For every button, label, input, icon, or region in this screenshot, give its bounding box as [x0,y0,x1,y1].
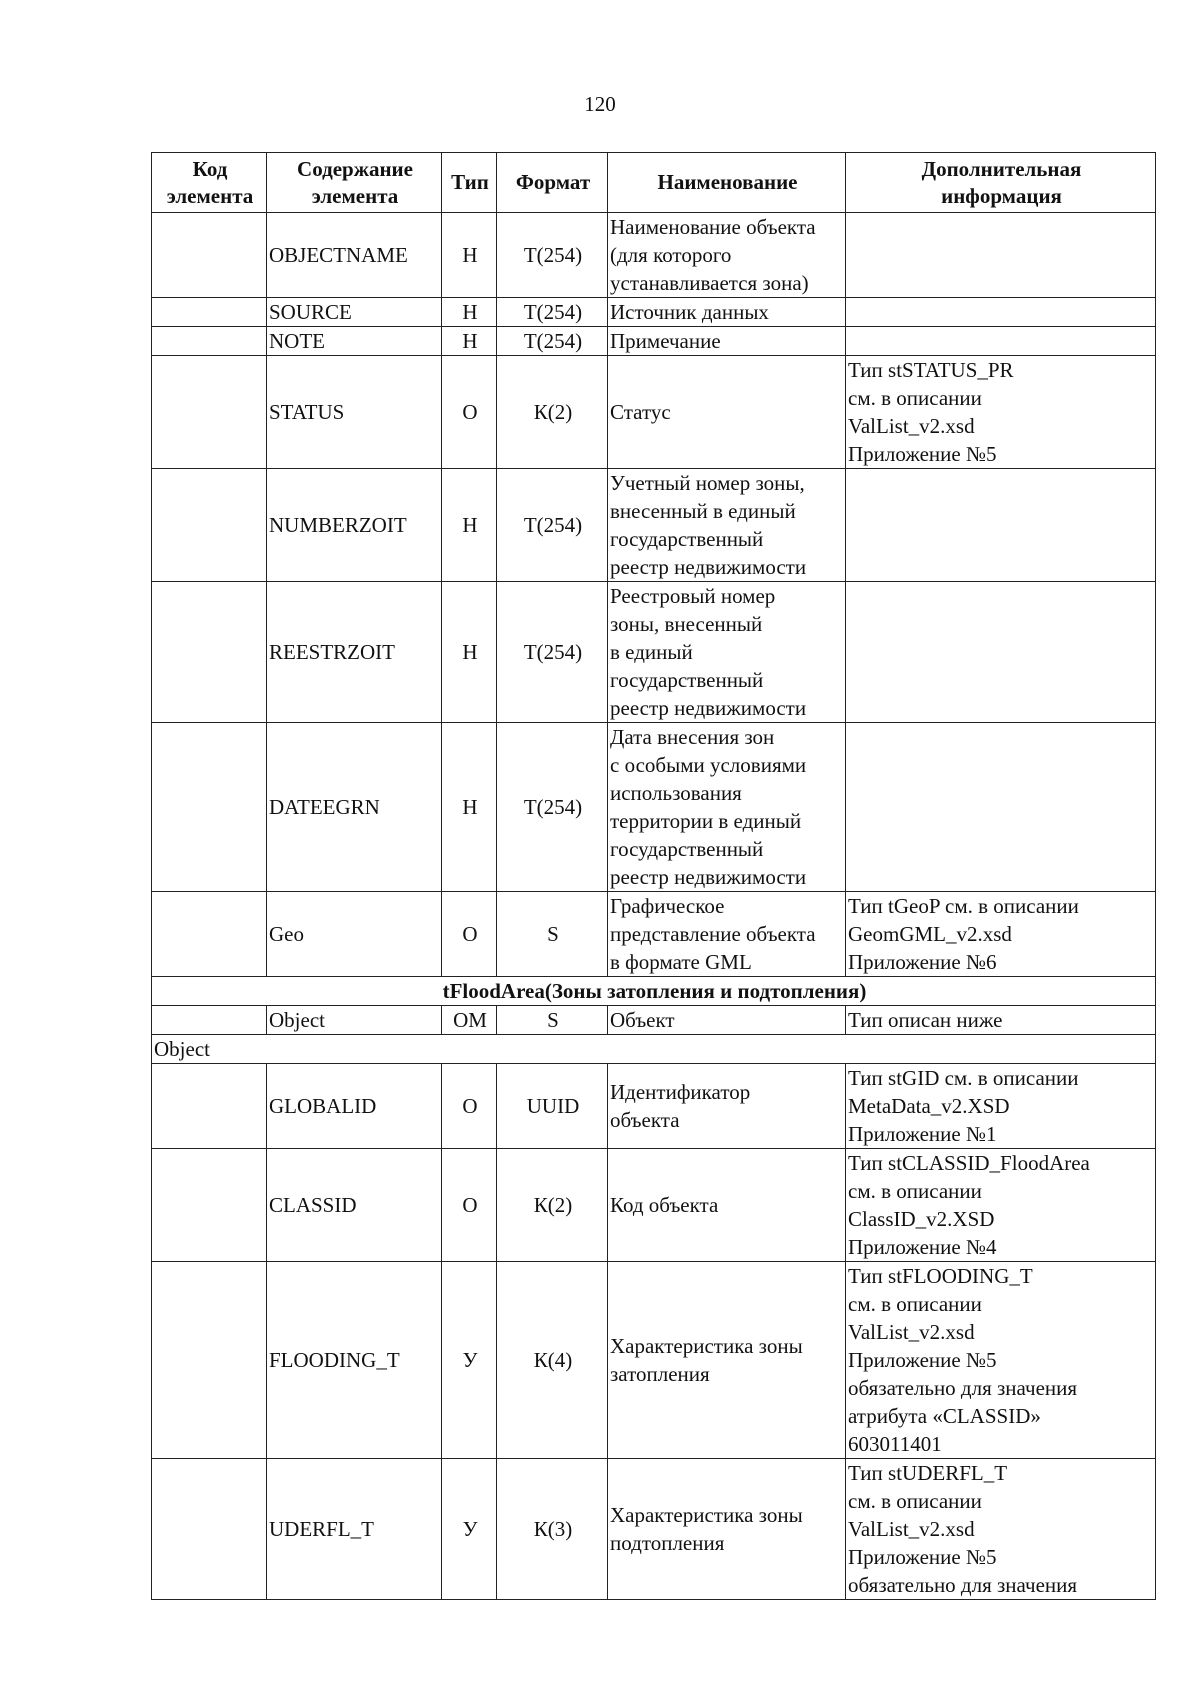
header-info: Дополнительная информация [846,153,1156,213]
cell-type: Н [442,298,497,327]
cell-line: см. в описании [848,1292,982,1316]
cell-line: см. в описании [848,1179,982,1203]
cell-code [152,1262,267,1459]
cell-line: MetaData_v2.XSD [848,1094,1010,1118]
cell-type: У [442,1262,497,1459]
group-label-row [152,1035,1156,1064]
cell-content: GLOBALID [267,1064,442,1149]
cell-code [152,892,267,977]
cell-line: государственный [610,668,764,692]
cell-content: DATEEGRN [267,723,442,892]
cell-content: FLOODING_T [267,1262,442,1459]
header-type: Тип [442,153,497,213]
table-header-row [152,153,1156,213]
cell-line: Дата внесения зон [610,725,775,749]
cell-info [846,298,1156,327]
cell-line: Приложение №5 [848,1348,997,1372]
attribute-spec-table [151,152,1156,1600]
cell-line: затопления [610,1362,710,1386]
cell-code [152,1459,267,1600]
table-row [152,892,1156,977]
table-row [152,469,1156,582]
cell-info [846,356,1156,469]
cell-name [608,1006,846,1035]
cell-line: Примечание [610,329,721,353]
cell-name [608,1149,846,1262]
cell-info [846,1064,1156,1149]
cell-code [152,582,267,723]
cell-type: О [442,892,497,977]
cell-code [152,1064,267,1149]
table-row [152,1149,1156,1262]
cell-type: Н [442,582,497,723]
cell-line: использования [610,781,742,805]
cell-content: SOURCE [267,298,442,327]
cell-line: Характеристика зоны [610,1503,803,1527]
cell-line: территории в единый [610,809,802,833]
header-format: Формат [497,153,608,213]
cell-format: Т(254) [497,469,608,582]
cell-content: Object [267,1006,442,1035]
cell-format: К(4) [497,1262,608,1459]
header-content: Содержание элемента [267,153,442,213]
cell-name [608,1064,846,1149]
cell-line: Приложение №5 [848,442,997,466]
cell-info [846,469,1156,582]
cell-line: (для которого [610,243,732,267]
cell-type: Н [442,327,497,356]
cell-code [152,1149,267,1262]
cell-content: OBJECTNAME [267,213,442,298]
cell-content: UDERFL_T [267,1459,442,1600]
cell-name [608,1262,846,1459]
cell-name [608,892,846,977]
table-row [152,1459,1156,1600]
cell-line: ValList_v2.xsd [848,1320,975,1344]
cell-format: Т(254) [497,298,608,327]
cell-line: GeomGML_v2.xsd [848,922,1012,946]
table-row [152,327,1156,356]
cell-line: см. в описании [848,386,982,410]
cell-line: Приложение №5 [848,1545,997,1569]
cell-name [608,1459,846,1600]
cell-line: ValList_v2.xsd [848,414,975,438]
cell-line: Приложение №1 [848,1122,997,1146]
cell-line: с особыми условиями [610,753,807,777]
cell-name [608,723,846,892]
section-title: tFloodArea(Зоны затопления и подтопления) [152,977,1156,1006]
cell-line: в формате GML [610,950,752,974]
cell-line: Код объекта [610,1193,719,1217]
table-row [152,213,1156,298]
cell-format: S [497,892,608,977]
cell-format: К(3) [497,1459,608,1600]
table-row [152,298,1156,327]
cell-line: Приложение №4 [848,1235,997,1259]
table-row [152,723,1156,892]
page-number: 120 [584,92,616,116]
cell-line: Объект [610,1008,675,1032]
cell-line: реестр недвижимости [610,696,807,720]
cell-info [846,1459,1156,1600]
cell-line: ClassID_v2.XSD [848,1207,995,1231]
cell-info [846,1149,1156,1262]
cell-line: см. в описании [848,1489,982,1513]
table-row [152,1262,1156,1459]
cell-name [608,213,846,298]
cell-info [846,1006,1156,1035]
cell-content: NOTE [267,327,442,356]
cell-format: Т(254) [497,327,608,356]
cell-name [608,327,846,356]
cell-line: Тип stFLOODING_T [848,1264,1033,1288]
cell-info [846,327,1156,356]
cell-line: представление объекта [610,922,816,946]
cell-line: обязательно для значения [848,1573,1078,1597]
cell-info [846,1262,1156,1459]
cell-line: Статус [610,400,671,424]
cell-line: Реестровый номер [610,584,776,608]
cell-content: Geo [267,892,442,977]
cell-code [152,298,267,327]
cell-line: ValList_v2.xsd [848,1517,975,1541]
cell-name [608,469,846,582]
cell-format: Т(254) [497,723,608,892]
cell-code [152,213,267,298]
cell-line: Наименование объекта [610,215,816,239]
cell-info [846,892,1156,977]
cell-line: подтопления [610,1531,725,1555]
cell-line: Тип tGeoP см. в описании [848,894,1079,918]
header-name: Наименование [608,153,846,213]
cell-type: Н [442,723,497,892]
cell-type: О [442,1149,497,1262]
cell-line: устанавливается зона) [610,271,809,295]
section-title-row [152,977,1156,1006]
cell-name [608,298,846,327]
cell-line: Тип описан ниже [848,1008,1003,1032]
cell-line: внесенный в единый [610,499,796,523]
cell-info [846,723,1156,892]
cell-info [846,213,1156,298]
cell-line: государственный [610,527,764,551]
table-row [152,1064,1156,1149]
cell-line: Характеристика зоны [610,1334,803,1358]
cell-line: объекта [610,1108,680,1132]
cell-format: S [497,1006,608,1035]
cell-line: 603011401 [848,1432,942,1456]
cell-line: атрибута «CLASSID» [848,1404,1041,1428]
cell-line: Источник данных [610,300,769,324]
cell-line: Графическое [610,894,725,918]
table-row [152,356,1156,469]
cell-line: реестр недвижимости [610,555,807,579]
table-row [152,1006,1156,1035]
cell-code [152,723,267,892]
cell-type: О [442,1064,497,1149]
cell-format: Т(254) [497,213,608,298]
cell-line: государственный [610,837,764,861]
table-row [152,582,1156,723]
cell-code [152,356,267,469]
cell-info [846,582,1156,723]
cell-format: К(2) [497,356,608,469]
cell-content: NUMBERZOIT [267,469,442,582]
cell-line: зоны, внесенный [610,612,763,636]
cell-format: UUID [497,1064,608,1149]
cell-content: CLASSID [267,1149,442,1262]
group-label: Object [152,1035,1156,1064]
cell-content: REESTRZOIT [267,582,442,723]
cell-type: О [442,356,497,469]
cell-code [152,1006,267,1035]
cell-name [608,356,846,469]
cell-type: У [442,1459,497,1600]
cell-line: обязательно для значения [848,1376,1078,1400]
cell-line: Тип stSTATUS_PR [848,358,1014,382]
header-code: Код элемента [152,153,267,213]
cell-line: Тип stGID см. в описании [848,1066,1079,1090]
cell-code [152,327,267,356]
cell-line: Тип stCLASSID_FloodArea [848,1151,1090,1175]
cell-name [608,582,846,723]
cell-code [152,469,267,582]
cell-type: Н [442,469,497,582]
cell-format: Т(254) [497,582,608,723]
cell-line: Идентификатор [610,1080,751,1104]
cell-type: Н [442,213,497,298]
cell-line: Учетный номер зоны, [610,471,805,495]
cell-line: реестр недвижимости [610,865,807,889]
cell-line: Приложение №6 [848,950,997,974]
cell-line: в единый [610,640,693,664]
cell-line: Тип stUDERFL_T [848,1461,1008,1485]
cell-type: ОМ [442,1006,497,1035]
cell-content: STATUS [267,356,442,469]
cell-format: К(2) [497,1149,608,1262]
